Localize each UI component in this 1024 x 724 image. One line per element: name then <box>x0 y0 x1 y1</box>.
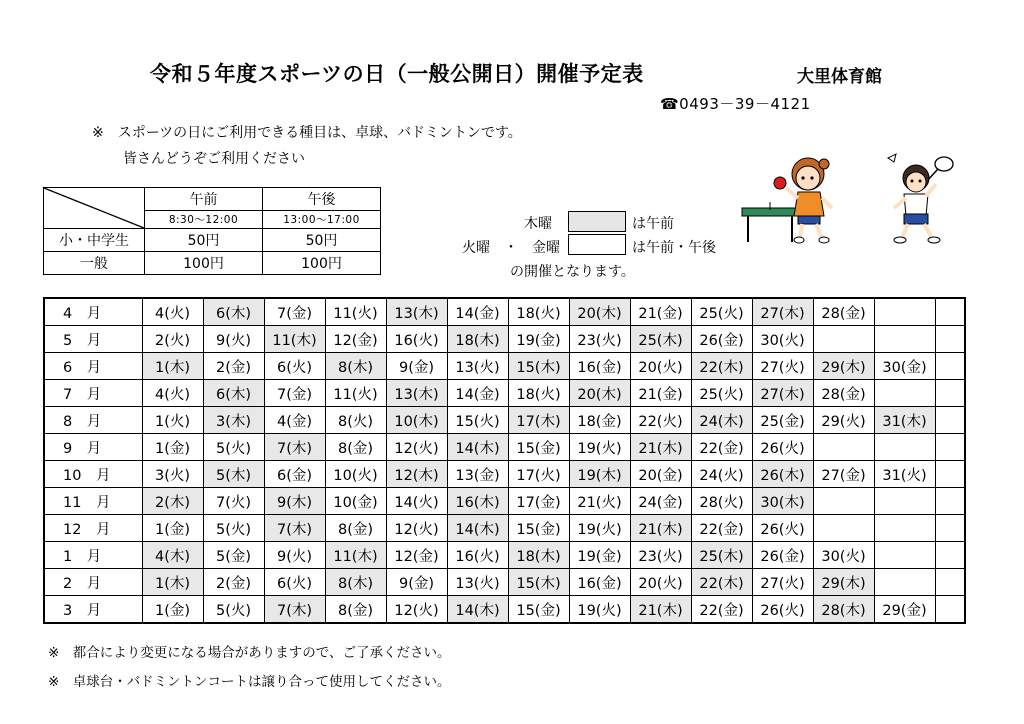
schedule-day-cell: 28(木) <box>813 596 874 624</box>
schedule-day-cell <box>935 407 965 434</box>
schedule-day-cell: 27(金) <box>813 461 874 488</box>
schedule-day-cell: 5(木) <box>203 461 264 488</box>
schedule-day-cell: 30(火) <box>813 542 874 569</box>
schedule-day-cell: 26(金) <box>752 542 813 569</box>
schedule-day-cell <box>935 353 965 380</box>
schedule-day-cell: 27(木) <box>752 380 813 407</box>
schedule-day-cell: 11(木) <box>264 326 325 353</box>
month-label: 11 月 <box>44 488 142 515</box>
schedule-day-cell: 14(木) <box>447 596 508 624</box>
schedule-day-cell: 18(木) <box>508 542 569 569</box>
pm-header: 午後 <box>263 188 381 211</box>
legend-tuefri-desc: は午前・午後 <box>632 240 716 256</box>
schedule-day-cell: 7(木) <box>264 596 325 624</box>
schedule-day-cell: 28(金) <box>813 298 874 326</box>
schedule-day-cell: 21(木) <box>630 515 691 542</box>
schedule-day-cell: 1(金) <box>142 434 203 461</box>
schedule-day-cell <box>935 488 965 515</box>
schedule-day-cell: 17(木) <box>508 407 569 434</box>
schedule-day-cell: 1(木) <box>142 569 203 596</box>
month-label: 5 月 <box>44 326 142 353</box>
schedule-day-cell: 15(木) <box>508 569 569 596</box>
schedule-day-cell: 30(金) <box>874 353 935 380</box>
schedule-row <box>44 434 965 461</box>
schedule-day-cell: 15(木) <box>508 353 569 380</box>
schedule-day-cell <box>874 542 935 569</box>
schedule-day-cell: 10(木) <box>386 407 447 434</box>
legend-tuefri-swatch <box>568 234 626 255</box>
schedule-day-cell: 1(金) <box>142 596 203 624</box>
month-label: 3 月 <box>44 596 142 624</box>
schedule-day-cell: 26(火) <box>752 434 813 461</box>
schedule-day-cell: 15(火) <box>447 407 508 434</box>
schedule-day-cell: 10(火) <box>325 461 386 488</box>
schedule-day-cell: 25(火) <box>691 298 752 326</box>
legend-thu-swatch <box>568 211 626 232</box>
schedule-day-cell: 27(火) <box>752 353 813 380</box>
page-title: 令和５年度スポーツの日（一般公開日）開催予定表 <box>150 62 644 86</box>
badminton-illustration <box>880 150 970 248</box>
legend <box>462 209 732 281</box>
schedule-row <box>44 569 965 596</box>
schedule-day-cell: 6(木) <box>203 380 264 407</box>
schedule-day-cell <box>874 515 935 542</box>
schedule-day-cell: 26(火) <box>752 515 813 542</box>
schedule-day-cell: 29(木) <box>813 569 874 596</box>
fee-am-value: 100円 <box>145 252 263 275</box>
schedule-day-cell: 25(木) <box>691 542 752 569</box>
schedule-day-cell: 1(金) <box>142 515 203 542</box>
schedule-day-cell: 14(火) <box>386 488 447 515</box>
schedule-day-cell: 30(木) <box>752 488 813 515</box>
schedule-day-cell: 5(火) <box>203 596 264 624</box>
schedule-day-cell: 7(金) <box>264 298 325 326</box>
schedule-day-cell: 19(火) <box>569 434 630 461</box>
schedule-day-cell: 5(火) <box>203 434 264 461</box>
schedule-day-cell <box>935 380 965 407</box>
schedule-day-cell: 16(火) <box>447 542 508 569</box>
phone-number: ☎0493－39－4121 <box>660 95 811 113</box>
schedule-day-cell: 13(木) <box>386 380 447 407</box>
schedule-day-cell: 12(金) <box>325 326 386 353</box>
schedule-day-cell: 26(金) <box>691 326 752 353</box>
schedule-day-cell: 4(火) <box>142 380 203 407</box>
month-label: 6 月 <box>44 353 142 380</box>
month-label: 10 月 <box>44 461 142 488</box>
month-label: 7 月 <box>44 380 142 407</box>
schedule-day-cell: 25(火) <box>691 380 752 407</box>
schedule-day-cell: 29(木) <box>813 353 874 380</box>
schedule-day-cell: 23(火) <box>569 326 630 353</box>
schedule-day-cell: 12(火) <box>386 434 447 461</box>
schedule-day-cell: 13(木) <box>386 298 447 326</box>
schedule-day-cell: 24(金) <box>630 488 691 515</box>
schedule-day-cell: 14(木) <box>447 515 508 542</box>
month-label: 2 月 <box>44 569 142 596</box>
fee-pm-value: 100円 <box>263 252 381 275</box>
schedule-day-cell: 12(火) <box>386 596 447 624</box>
schedule-day-cell <box>935 596 965 624</box>
schedule-day-cell: 16(金) <box>569 569 630 596</box>
schedule-day-cell: 8(木) <box>325 353 386 380</box>
schedule-day-cell: 19(火) <box>569 596 630 624</box>
schedule-day-cell: 3(木) <box>203 407 264 434</box>
schedule-day-cell: 17(金) <box>508 488 569 515</box>
schedule-day-cell <box>813 326 874 353</box>
schedule-day-cell: 2(火) <box>142 326 203 353</box>
schedule-day-cell <box>813 488 874 515</box>
fee-row-label: 一般 <box>44 252 145 275</box>
schedule-day-cell: 21(火) <box>569 488 630 515</box>
schedule-day-cell: 24(火) <box>691 461 752 488</box>
schedule-day-cell: 17(火) <box>508 461 569 488</box>
schedule-day-cell: 2(金) <box>203 569 264 596</box>
venue-name: 大里体育館 <box>797 67 882 87</box>
schedule-day-cell: 9(木) <box>264 488 325 515</box>
schedule-day-cell: 6(火) <box>264 353 325 380</box>
schedule-day-cell: 14(金) <box>447 298 508 326</box>
schedule-day-cell: 25(金) <box>752 407 813 434</box>
schedule-day-cell: 21(木) <box>630 434 691 461</box>
schedule-day-cell: 29(金) <box>874 596 935 624</box>
schedule-day-cell <box>935 434 965 461</box>
schedule-day-cell: 16(木) <box>447 488 508 515</box>
schedule-day-cell: 19(火) <box>569 515 630 542</box>
schedule-day-cell: 12(火) <box>386 515 447 542</box>
welcome-note: 皆さんどうぞご利用ください <box>123 151 305 167</box>
schedule-day-cell <box>874 380 935 407</box>
schedule-day-cell: 14(木) <box>447 434 508 461</box>
schedule-day-cell: 25(木) <box>630 326 691 353</box>
fee-table <box>43 187 381 275</box>
schedule-day-cell <box>935 569 965 596</box>
schedule-day-cell: 12(木) <box>386 461 447 488</box>
schedule-day-cell <box>935 326 965 353</box>
pm-time: 13:00～17:00 <box>263 211 381 229</box>
schedule-day-cell: 22(木) <box>691 569 752 596</box>
schedule-row <box>44 326 965 353</box>
schedule-day-cell <box>935 515 965 542</box>
schedule-day-cell <box>874 326 935 353</box>
schedule-day-cell: 18(木) <box>447 326 508 353</box>
schedule-day-cell: 20(火) <box>630 353 691 380</box>
schedule-day-cell: 21(木) <box>630 596 691 624</box>
schedule-day-cell: 8(金) <box>325 434 386 461</box>
schedule-day-cell: 18(火) <box>508 380 569 407</box>
schedule-day-cell: 8(金) <box>325 596 386 624</box>
schedule-day-cell: 9(金) <box>386 353 447 380</box>
schedule-day-cell: 29(火) <box>813 407 874 434</box>
schedule-day-cell: 28(金) <box>813 380 874 407</box>
schedule-day-cell: 8(火) <box>325 407 386 434</box>
schedule-row <box>44 542 965 569</box>
schedule-row <box>44 488 965 515</box>
schedule-day-cell: 13(金) <box>447 461 508 488</box>
schedule-day-cell: 23(火) <box>630 542 691 569</box>
schedule-day-cell: 21(金) <box>630 380 691 407</box>
schedule-day-cell: 20(木) <box>569 380 630 407</box>
schedule-day-cell <box>935 461 965 488</box>
schedule-day-cell: 27(火) <box>752 569 813 596</box>
schedule-day-cell: 20(金) <box>630 461 691 488</box>
schedule-row <box>44 515 965 542</box>
schedule-day-cell: 18(火) <box>508 298 569 326</box>
schedule-day-cell: 5(金) <box>203 542 264 569</box>
schedule-day-cell <box>935 542 965 569</box>
diagonal-header-cell <box>44 188 145 229</box>
schedule-day-cell: 9(火) <box>203 326 264 353</box>
schedule-row <box>44 461 965 488</box>
schedule-day-cell: 22(金) <box>691 596 752 624</box>
schedule-day-cell: 19(金) <box>508 326 569 353</box>
schedule-row <box>44 407 965 434</box>
sports-note: ※ スポーツの日にご利用できる種目は、卓球、バドミントンです。 <box>92 125 522 141</box>
schedule-day-cell: 19(金) <box>569 542 630 569</box>
schedule-day-cell: 16(火) <box>386 326 447 353</box>
schedule-day-cell: 31(木) <box>874 407 935 434</box>
schedule-day-cell: 26(火) <box>752 596 813 624</box>
schedule-day-cell: 13(火) <box>447 569 508 596</box>
schedule-day-cell: 1(木) <box>142 353 203 380</box>
sharing-notice: ※ 卓球台・バドミントンコートは譲り合って使用してください。 <box>48 674 451 690</box>
schedule-day-cell: 9(金) <box>386 569 447 596</box>
schedule-row <box>44 298 965 326</box>
legend-thu-desc: は午前 <box>632 216 674 232</box>
schedule-day-cell: 6(木) <box>203 298 264 326</box>
schedule-day-cell: 7(木) <box>264 434 325 461</box>
month-label: 9 月 <box>44 434 142 461</box>
month-label: 12 月 <box>44 515 142 542</box>
schedule-day-cell: 14(金) <box>447 380 508 407</box>
schedule-day-cell: 11(火) <box>325 298 386 326</box>
schedule-day-cell <box>874 298 935 326</box>
month-label: 1 月 <box>44 542 142 569</box>
schedule-day-cell: 4(火) <box>142 298 203 326</box>
schedule-day-cell: 7(金) <box>264 380 325 407</box>
schedule-day-cell: 3(火) <box>142 461 203 488</box>
schedule-day-cell: 11(木) <box>325 542 386 569</box>
schedule-day-cell: 10(金) <box>325 488 386 515</box>
schedule-day-cell: 13(火) <box>447 353 508 380</box>
schedule-day-cell: 24(木) <box>691 407 752 434</box>
schedule-day-cell: 2(木) <box>142 488 203 515</box>
fee-pm-value: 50円 <box>263 229 381 252</box>
schedule-day-cell: 15(金) <box>508 434 569 461</box>
schedule-day-cell: 30(火) <box>752 326 813 353</box>
diagonal-line <box>44 188 144 228</box>
schedule-day-cell: 22(金) <box>691 434 752 461</box>
schedule-day-cell: 4(金) <box>264 407 325 434</box>
schedule-day-cell: 28(火) <box>691 488 752 515</box>
schedule-day-cell <box>935 298 965 326</box>
schedule-day-cell <box>874 569 935 596</box>
schedule-day-cell: 26(木) <box>752 461 813 488</box>
schedule-day-cell: 4(木) <box>142 542 203 569</box>
schedule-day-cell: 22(金) <box>691 515 752 542</box>
legend-thu-label: 木曜 <box>524 216 552 232</box>
fee-am-value: 50円 <box>145 229 263 252</box>
schedule-day-cell: 22(火) <box>630 407 691 434</box>
legend-footer: の開催となります。 <box>510 264 635 280</box>
schedule-day-cell: 2(金) <box>203 353 264 380</box>
fee-row-label: 小・中学生 <box>44 229 145 252</box>
am-time: 8:30～12:00 <box>145 211 263 229</box>
schedule-day-cell: 7(木) <box>264 515 325 542</box>
schedule-day-cell: 12(金) <box>386 542 447 569</box>
change-notice: ※ 都合により変更になる場合がありますので、ご了承ください。 <box>48 645 451 661</box>
schedule-day-cell: 8(木) <box>325 569 386 596</box>
schedule-day-cell: 6(火) <box>264 569 325 596</box>
schedule-day-cell: 21(金) <box>630 298 691 326</box>
schedule-row <box>44 596 965 624</box>
schedule-day-cell: 19(木) <box>569 461 630 488</box>
schedule-day-cell: 31(火) <box>874 461 935 488</box>
schedule-day-cell: 5(火) <box>203 515 264 542</box>
schedule-day-cell: 7(火) <box>203 488 264 515</box>
schedule-day-cell: 20(木) <box>569 298 630 326</box>
schedule-day-cell: 1(火) <box>142 407 203 434</box>
schedule-row <box>44 353 965 380</box>
schedule-day-cell: 8(金) <box>325 515 386 542</box>
schedule-day-cell: 15(金) <box>508 515 569 542</box>
month-label: 8 月 <box>44 407 142 434</box>
schedule-table <box>43 297 966 624</box>
schedule-row <box>44 380 965 407</box>
schedule-day-cell <box>813 434 874 461</box>
schedule-day-cell: 11(火) <box>325 380 386 407</box>
month-label: 4 月 <box>44 298 142 326</box>
schedule-day-cell: 18(金) <box>569 407 630 434</box>
schedule-day-cell: 20(火) <box>630 569 691 596</box>
table-tennis-illustration <box>740 150 840 248</box>
schedule-day-cell: 27(木) <box>752 298 813 326</box>
schedule-day-cell <box>874 488 935 515</box>
schedule-day-cell: 15(金) <box>508 596 569 624</box>
schedule-day-cell <box>874 434 935 461</box>
schedule-day-cell: 16(金) <box>569 353 630 380</box>
schedule-day-cell <box>813 515 874 542</box>
schedule-day-cell: 9(火) <box>264 542 325 569</box>
legend-tuefri-label: 火曜 ・ 金曜 <box>462 240 560 256</box>
schedule-day-cell: 22(木) <box>691 353 752 380</box>
am-header: 午前 <box>145 188 263 211</box>
schedule-day-cell: 6(金) <box>264 461 325 488</box>
